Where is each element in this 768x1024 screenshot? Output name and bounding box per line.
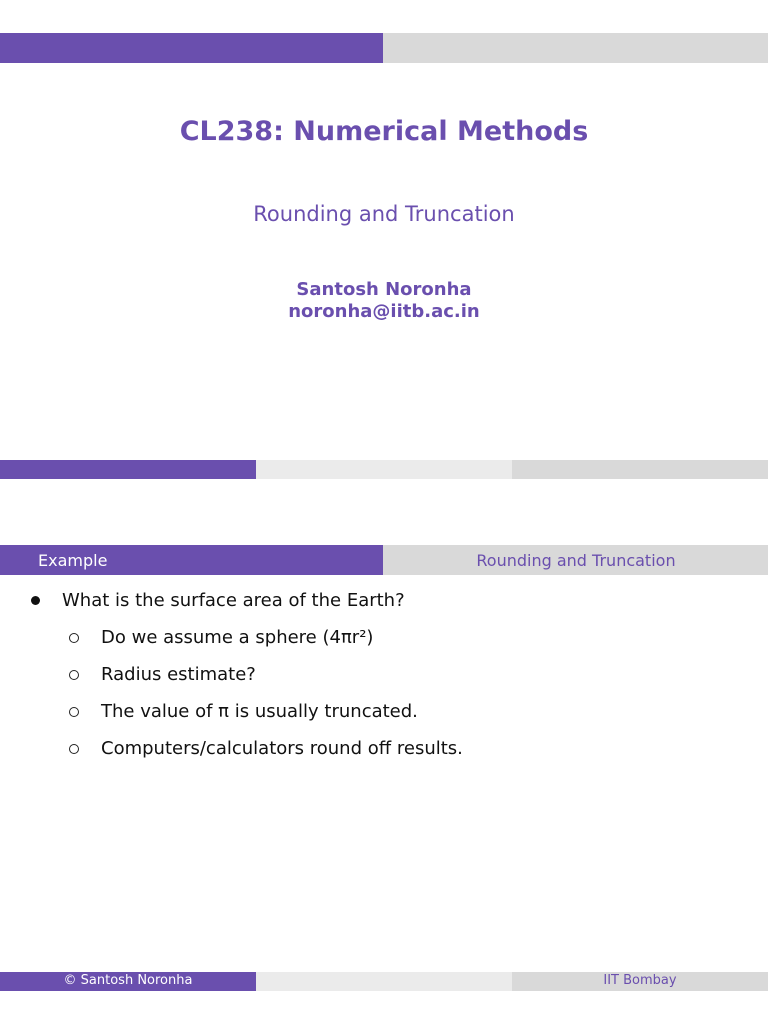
bullet-text: Computers/calculators round off results.: [101, 738, 463, 759]
sub-bullet-circle-icon: [69, 633, 79, 643]
slide1-top-bar-accent: [0, 33, 383, 63]
bullet-text: What is the surface area of the Earth?: [62, 590, 405, 611]
author-name: Santosh Noronha: [296, 279, 472, 300]
slide1-bottom-bar-light: [256, 460, 512, 479]
slide2-footer-bar-light: [256, 972, 512, 991]
bullet-text: Do we assume a sphere (4πr²): [101, 627, 374, 648]
slide-topic-label: Rounding and Truncation: [476, 551, 676, 570]
sub-bullet-circle-icon: [69, 744, 79, 754]
slide-subtitle: Rounding and Truncation: [253, 202, 515, 226]
sub-bullet-circle-icon: [69, 670, 79, 680]
author-email: noronha@iitb.ac.in: [288, 301, 480, 322]
slide1-bottom-bar-accent: [0, 460, 256, 479]
slide-section-label: Example: [38, 551, 108, 570]
slide1-bottom-bar-gray: [512, 460, 768, 479]
sub-bullet-circle-icon: [69, 707, 79, 717]
slide-title: CL238: Numerical Methods: [179, 116, 589, 147]
slide1-top-bar-gray: [383, 33, 768, 63]
footer-institution: IIT Bombay: [603, 973, 677, 988]
bullet-dot-icon: [31, 596, 40, 605]
bullet-text: The value of π is usually truncated.: [101, 701, 418, 722]
footer-copyright: © Santosh Noronha: [63, 973, 193, 988]
bullet-text: Radius estimate?: [101, 664, 256, 685]
